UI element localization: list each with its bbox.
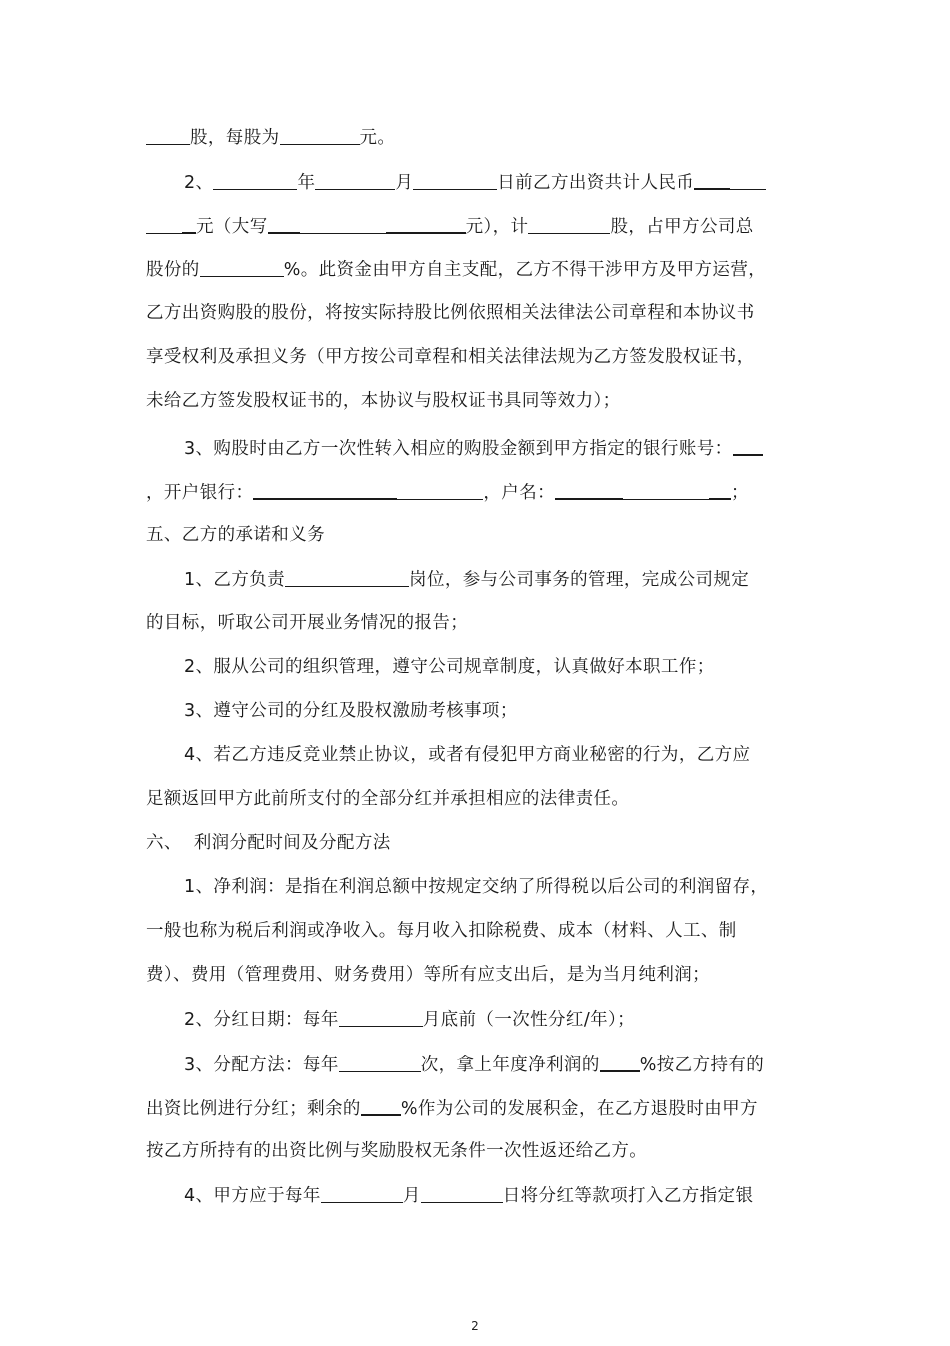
text-run: 元。 [359,128,396,148]
text-line [146,964,806,986]
blank-field [694,170,730,190]
blank-field [339,1053,421,1072]
text-line [146,1140,806,1162]
blank-field [730,171,766,190]
text-line [146,346,806,368]
text-run: 五、乙方的承诺和义务 [146,525,325,545]
text-run: 出资比例进行分红；剩余的 [146,1099,361,1119]
text-run: ，户名： [483,483,556,503]
blank-field [413,171,497,190]
text-line [146,1096,806,1120]
text-run: 的目标，听取公司开展业务情况的报告； [146,613,469,633]
text-run: 费）、费用（管理费用、财务费用）等所有应支出后，是为当月纯利润； [146,965,711,985]
text-line [146,302,806,324]
text-run: 3、购股时由乙方一次性转入相应的购股金额到甲方指定的银行账号： [184,439,733,459]
section-heading [146,832,806,854]
blank-field [268,214,300,234]
text-run: 元（大写 [196,217,268,237]
blank-field [200,258,284,277]
page-number: 2 [471,1319,479,1333]
text-run: %作为公司的发展积金，在乙方退股时由甲方 [400,1099,758,1119]
text-run: 2、 [184,173,214,193]
text-run: ，开户银行： [146,483,254,503]
blank-field [146,215,182,234]
text-run: ； [731,483,749,503]
text-line [184,568,804,591]
text-line [184,656,804,678]
text-run: 月 [395,173,414,193]
blank-field [709,480,731,500]
text-run: 年 [297,173,316,193]
text-run: 2、服从公司的组织管理，遵守公司规章制度，认真做好本职工作； [184,657,715,677]
text-run: 六、 利润分配时间及分配方法 [146,833,391,853]
text-run: 股，每股为 [190,128,280,148]
text-run: 2、分红日期：每年 [184,1010,339,1030]
text-line [146,480,806,504]
text-run: 1、净利润：是指在利润总额中按规定交纳了所得税以后公司的利润留存， [184,877,769,897]
text-line [146,920,806,942]
section-heading [146,524,806,546]
text-run: 月 [402,1186,421,1206]
blank-field [397,481,483,500]
text-line [146,390,806,412]
text-run: 次，拿上年度净利润的 [420,1055,600,1075]
blank-field [555,480,623,500]
blank-field [315,171,395,190]
blank-field [528,215,610,234]
text-run: %按乙方持有的 [639,1055,765,1075]
blank-field [361,1096,401,1116]
text-run: 3、遵守公司的分红及股权激励考核事项； [184,701,518,721]
text-run: 3、分配方法：每年 [184,1055,339,1075]
blank-field [623,481,709,500]
text-run: 一般也称为税后利润或净收入。每月收入扣除税费、成本（材料、人工、制 [146,921,737,941]
blank-field [421,1184,503,1203]
blank-field [386,214,466,234]
text-line [184,876,804,898]
text-line [146,612,806,634]
text-line [146,788,806,810]
text-run: 足额返回甲方此前所支付的全部分红并承担相应的法律责任。 [146,789,630,809]
text-line [184,1008,804,1031]
blank-field [321,1184,403,1203]
text-line [184,744,804,766]
text-run: 4、若乙方违反竞业禁止协议，或者有侵犯甲方商业秘密的行为，乙方应 [184,745,751,765]
text-run: 月底前（一次性分红/年）； [422,1010,636,1030]
text-run: 日前乙方出资共计人民币 [497,173,695,193]
blank-field [146,126,190,145]
text-line [146,126,806,149]
text-run: 元），计 [465,217,529,237]
blank-field [285,568,409,587]
text-run: 日将分红等款项打入乙方指定银 [502,1186,754,1206]
text-run: 1、乙方负责 [184,570,286,590]
text-line [184,1184,804,1207]
text-run: 股份的 [146,260,200,280]
blank-field [733,436,763,456]
blank-field [253,480,397,500]
text-line [184,436,804,460]
blank-field [339,1008,423,1027]
text-run: 未给乙方签发股权证书的，本协议与股权证书具同等效力）； [146,391,621,411]
text-run: 享受权利及承担义务（甲方按公司章程和相关法律法规为乙方签发股权证书， [146,347,755,367]
text-run: %。此资金由甲方自主支配，乙方不得干涉甲方及甲方运营， [283,260,767,280]
blank-field [600,1052,640,1072]
text-line [184,1052,804,1076]
blank-field [280,126,360,145]
text-run: 岗位，参与公司事务的管理，完成公司规定 [409,570,750,590]
text-line [146,258,806,281]
text-line [184,700,804,722]
text-run: 4、甲方应于每年 [184,1186,321,1206]
text-run: 按乙方所持有的出资比例与奖励股权无条件一次性返还给乙方。 [146,1141,648,1161]
text-line [146,214,806,238]
blank-field [213,171,297,190]
text-run: 股，占甲方公司总 [610,217,754,237]
text-line [184,170,804,194]
blank-field [300,215,386,234]
blank-field [182,214,196,234]
text-run: 乙方出资购股的股份，将按实际持股比例依照相关法律法公司章程和本协议书 [146,303,755,323]
